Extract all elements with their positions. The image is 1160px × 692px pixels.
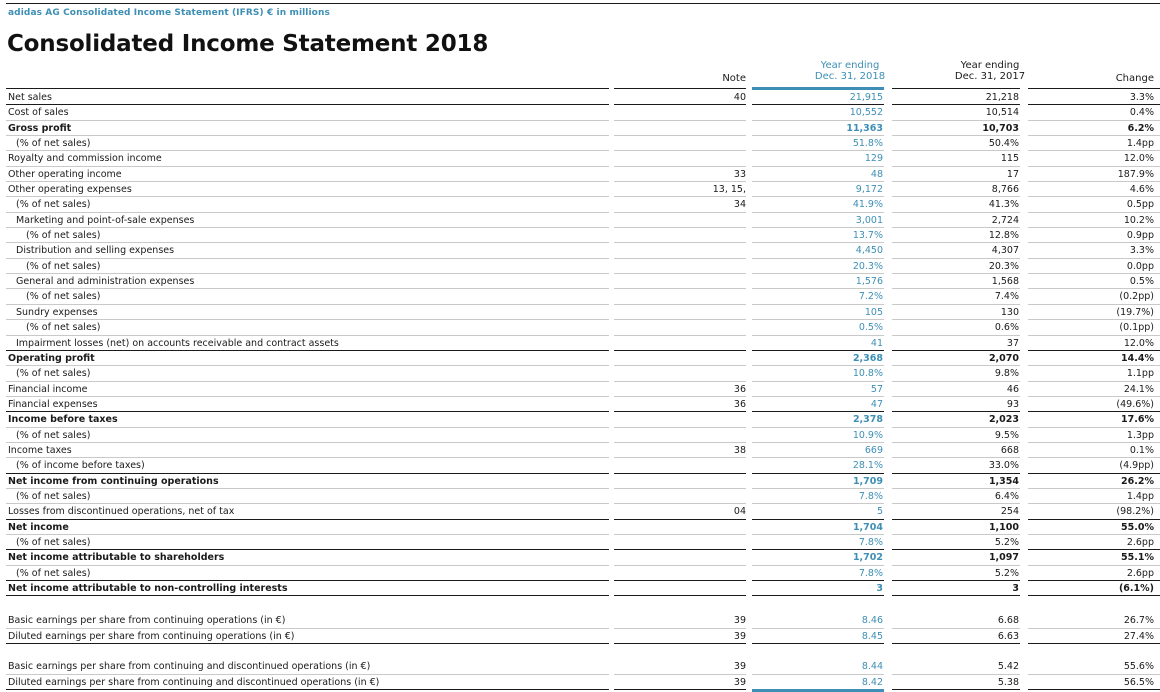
value-2017: 10,514 xyxy=(985,107,1019,119)
value-change: 12.0% xyxy=(1123,337,1154,349)
value-2017: 33.0% xyxy=(988,460,1019,472)
value-change: (0.2pp) xyxy=(1119,291,1154,303)
table-row xyxy=(6,504,1160,519)
table-row xyxy=(6,489,1160,504)
header-rule-note xyxy=(614,88,746,89)
value-change: 6.2% xyxy=(1127,122,1154,134)
value-2017: 50.4% xyxy=(988,138,1019,150)
value-2018: 47 xyxy=(870,398,883,410)
table-row xyxy=(6,167,1160,182)
value-2017: 5.2% xyxy=(994,567,1019,579)
table-row xyxy=(6,629,1160,645)
value-change: 187.9% xyxy=(1117,168,1154,180)
value-2017: 17 xyxy=(1006,168,1019,180)
column-header-2018 xyxy=(800,60,900,82)
row-note: 39 xyxy=(733,676,746,688)
value-2018: 11,363 xyxy=(846,122,883,134)
value-change: 0.4% xyxy=(1129,107,1154,119)
row-label: Net income from continuing operations xyxy=(8,475,219,487)
table-row xyxy=(6,136,1160,151)
value-change: 2.6pp xyxy=(1126,567,1154,579)
table-row xyxy=(6,458,1160,473)
table-row xyxy=(6,259,1160,274)
row-label: Net income attributable to shareholders xyxy=(8,552,225,564)
row-label: Gross profit xyxy=(8,122,72,134)
value-2018: 41.9% xyxy=(852,199,883,211)
value-change: 17.6% xyxy=(1121,414,1154,426)
row-label: Marketing and point-of-sale expenses xyxy=(16,214,195,226)
value-2018: 2,368 xyxy=(852,352,883,364)
table-row xyxy=(6,243,1160,258)
row-label: Impairment losses (net) on accounts receivable and contract assets xyxy=(16,337,339,349)
value-2018: 8.45 xyxy=(861,630,883,642)
table-row xyxy=(6,213,1160,228)
value-2017: 8,766 xyxy=(991,184,1019,196)
table-row xyxy=(6,366,1160,381)
row-label: Diluted earnings per share from continuing operations (in €) xyxy=(8,630,295,642)
row-label: Cost of sales xyxy=(8,107,69,119)
row-label: Net income attributable to non-controlling interests xyxy=(8,583,288,594)
value-2018: 8.46 xyxy=(861,615,883,626)
value-2018: 1,704 xyxy=(852,521,883,533)
row-label: Basic earnings per share from continuing operations (in €) xyxy=(8,615,286,626)
row-note: 33 xyxy=(733,168,746,180)
table-row xyxy=(6,550,1160,565)
value-change: (19.7%) xyxy=(1116,306,1154,318)
value-change: 4.6% xyxy=(1129,184,1154,196)
row-label: Financial income xyxy=(8,383,88,395)
value-2018: 51.8% xyxy=(852,138,883,150)
table-row xyxy=(6,351,1160,366)
value-2017: 130 xyxy=(1000,306,1019,318)
value-2018: 57 xyxy=(870,383,883,395)
value-2018: 1,702 xyxy=(852,552,883,564)
row-note: 04 xyxy=(733,506,746,518)
value-2017: 1,097 xyxy=(988,552,1019,564)
value-change: 27.4% xyxy=(1123,630,1154,642)
row-label: (% of net sales) xyxy=(16,536,91,548)
value-2017: 0.6% xyxy=(994,322,1019,334)
value-change: (98.2%) xyxy=(1116,506,1154,518)
row-rule xyxy=(614,595,746,596)
value-change: (6.1%) xyxy=(1118,583,1154,594)
value-change: 12.0% xyxy=(1123,153,1154,165)
value-2017: 10,703 xyxy=(982,122,1019,134)
header-rule-label xyxy=(6,88,609,89)
value-change: 26.2% xyxy=(1121,475,1154,487)
value-2017: 668 xyxy=(1000,444,1019,456)
eps-total-table xyxy=(6,659,1160,690)
row-note: 38 xyxy=(733,444,746,456)
row-label: (% of net sales) xyxy=(16,567,91,579)
value-change: 55.1% xyxy=(1121,552,1154,564)
value-2018: 3 xyxy=(876,583,883,594)
row-label: (% of income before taxes) xyxy=(16,460,145,472)
row-label: (% of net sales) xyxy=(16,429,91,441)
value-2018: 3,001 xyxy=(855,214,883,226)
value-change: 1.3pp xyxy=(1126,429,1154,441)
value-2018: 7.8% xyxy=(858,536,883,548)
value-change: 56.5% xyxy=(1123,676,1154,688)
value-change: 1.4pp xyxy=(1126,138,1154,150)
table-row xyxy=(6,151,1160,166)
value-change: 3.3% xyxy=(1129,92,1154,103)
column-header-2018-line2: Dec. 31, 2018 xyxy=(814,71,886,82)
value-2018: 28.1% xyxy=(852,460,883,472)
column-header-2017 xyxy=(940,60,1040,82)
value-2018: 2,378 xyxy=(852,414,883,426)
header-rule-change xyxy=(1028,88,1160,89)
row-label: (% of net sales) xyxy=(26,260,101,272)
table-row xyxy=(6,659,1160,675)
row-label: (% of net sales) xyxy=(26,322,101,334)
column-header-change: Change xyxy=(1115,73,1154,84)
table-row xyxy=(6,535,1160,550)
column-header-2017-line1: Year ending xyxy=(960,60,1020,71)
row-label: Losses from discontinued operations, net of tax xyxy=(8,506,235,518)
row-label: (% of net sales) xyxy=(16,368,91,380)
value-2017: 2,023 xyxy=(988,414,1019,426)
value-2018: 4,450 xyxy=(855,245,883,257)
top-rule xyxy=(6,3,1160,4)
row-note: 36 xyxy=(733,383,746,395)
row-label: (% of net sales) xyxy=(16,138,91,150)
table-row xyxy=(6,428,1160,443)
value-2017: 254 xyxy=(1000,506,1019,518)
value-2018: 7.8% xyxy=(858,567,883,579)
table-row xyxy=(6,675,1160,691)
row-note: 36 xyxy=(733,398,746,410)
value-2018: 5 xyxy=(876,506,883,518)
value-change: (4.9pp) xyxy=(1119,460,1154,472)
value-change: 26.7% xyxy=(1123,615,1154,626)
table-row xyxy=(6,274,1160,289)
income-statement-table xyxy=(6,90,1160,596)
row-note: 40 xyxy=(733,92,746,103)
table-row xyxy=(6,474,1160,489)
table-row xyxy=(6,397,1160,412)
row-note: 13, 15, 34 xyxy=(712,184,746,211)
table-row xyxy=(6,289,1160,304)
row-label: Diluted earnings per share from continuing and discontinued operations (in €) xyxy=(8,676,380,688)
table-row xyxy=(6,197,1160,212)
table-row xyxy=(6,121,1160,136)
value-2017: 9.8% xyxy=(994,368,1019,380)
value-2017: 7.4% xyxy=(994,291,1019,303)
value-2017: 2,724 xyxy=(991,214,1019,226)
value-2018: 13.7% xyxy=(852,230,883,242)
value-2017: 46 xyxy=(1006,383,1019,395)
value-change: 55.0% xyxy=(1121,521,1154,533)
value-2017: 12.8% xyxy=(988,230,1019,242)
row-label: (% of net sales) xyxy=(16,199,91,211)
value-change: 24.1% xyxy=(1123,383,1154,395)
value-2018: 10.8% xyxy=(852,368,883,380)
value-2018: 10.9% xyxy=(852,429,883,441)
value-2018: 1,576 xyxy=(855,276,883,288)
value-change: 14.4% xyxy=(1121,352,1154,364)
row-label: (% of net sales) xyxy=(26,230,101,242)
row-label: Financial expenses xyxy=(8,398,98,410)
value-change: 0.5% xyxy=(1129,276,1154,288)
value-2017: 6.68 xyxy=(997,615,1019,626)
row-note: 39 xyxy=(733,661,746,672)
row-label: Net income xyxy=(8,521,69,533)
value-2018: 48 xyxy=(870,168,883,180)
value-2018: 41 xyxy=(870,337,883,349)
row-note: 39 xyxy=(733,615,746,626)
value-change: (0.1pp) xyxy=(1119,322,1154,334)
value-2018: 669 xyxy=(864,444,883,456)
value-change: 2.6pp xyxy=(1126,536,1154,548)
row-label: Other operating expenses xyxy=(8,184,132,196)
header-rule-2017 xyxy=(892,88,1020,89)
value-2018: 129 xyxy=(864,153,883,165)
table-row xyxy=(6,581,1160,596)
row-label: Basic earnings per share from continuing and discontinued operations (in €) xyxy=(8,661,371,672)
value-change: 0.5pp xyxy=(1126,199,1154,211)
value-2017: 5.42 xyxy=(997,661,1019,672)
table-row xyxy=(6,228,1160,243)
table-row xyxy=(6,613,1160,629)
value-2017: 93 xyxy=(1006,398,1019,410)
value-2017: 6.63 xyxy=(997,630,1019,642)
value-2018: 20.3% xyxy=(852,260,883,272)
value-2017: 41.3% xyxy=(988,199,1019,211)
value-2017: 20.3% xyxy=(988,260,1019,272)
column-header-2018-line1: Year ending xyxy=(820,60,880,71)
value-2017: 6.4% xyxy=(994,490,1019,502)
table-row xyxy=(6,566,1160,581)
column-header-2017-line2: Dec. 31, 2017 xyxy=(954,71,1026,82)
value-2017: 115 xyxy=(1000,153,1019,165)
value-2018: 7.8% xyxy=(858,490,883,502)
value-change: 1.4pp xyxy=(1126,490,1154,502)
page-title: Consolidated Income Statement 2018 xyxy=(7,31,489,57)
value-2017: 37 xyxy=(1006,337,1019,349)
table-row xyxy=(6,90,1160,105)
value-2018: 10,552 xyxy=(849,107,883,119)
value-2018: 8.44 xyxy=(861,661,883,672)
table-row xyxy=(6,382,1160,397)
row-label: Operating profit xyxy=(8,352,95,364)
row-label: Income before taxes xyxy=(8,414,118,426)
table-row xyxy=(6,305,1160,320)
value-change: 55.6% xyxy=(1123,661,1154,672)
value-2018: 105 xyxy=(864,306,883,318)
value-2017: 4,307 xyxy=(991,245,1019,257)
value-2017: 1,354 xyxy=(988,475,1019,487)
value-2018: 0.5% xyxy=(858,322,883,334)
value-2018: 1,709 xyxy=(852,475,883,487)
value-2018: 9,172 xyxy=(855,184,883,196)
row-label: Net sales xyxy=(8,92,52,103)
table-row xyxy=(6,105,1160,120)
value-change: 0.0pp xyxy=(1126,260,1154,272)
table-row xyxy=(6,443,1160,458)
row-label: (% of net sales) xyxy=(26,291,101,303)
row-note: 39 xyxy=(733,630,746,642)
value-2017: 2,070 xyxy=(988,352,1019,364)
statement-caption: adidas AG Consolidated Income Statement (IFRS) € in millions xyxy=(8,8,330,18)
eps-continuing-table xyxy=(6,613,1160,644)
row-label: Income taxes xyxy=(8,444,72,456)
value-change: 0.9pp xyxy=(1126,230,1154,242)
value-change: 0.1% xyxy=(1129,444,1154,456)
table-row xyxy=(6,520,1160,535)
value-2017: 1,100 xyxy=(988,521,1019,533)
value-change: 1.1pp xyxy=(1126,368,1154,380)
value-2018: 21,915 xyxy=(849,92,883,103)
row-label: Distribution and selling expenses xyxy=(16,245,175,257)
value-2017: 3 xyxy=(1012,583,1019,594)
row-label: General and administration expenses xyxy=(16,276,195,288)
column-header-note: Note xyxy=(722,73,746,84)
value-2017: 21,218 xyxy=(985,92,1019,103)
value-2017: 9.5% xyxy=(994,429,1019,441)
value-2018: 7.2% xyxy=(858,291,883,303)
row-label: Other operating income xyxy=(8,168,122,180)
row-label: (% of net sales) xyxy=(16,490,91,502)
row-label: Sundry expenses xyxy=(16,306,98,318)
value-2017: 5.2% xyxy=(994,536,1019,548)
value-2017: 5.38 xyxy=(997,676,1019,688)
value-2018: 8.42 xyxy=(861,676,883,688)
value-2017: 1,568 xyxy=(991,276,1019,288)
value-change: 3.3% xyxy=(1129,245,1154,257)
table-row xyxy=(6,320,1160,335)
value-change: (49.6%) xyxy=(1116,398,1154,410)
row-label: Royalty and commission income xyxy=(8,153,162,165)
value-change: 10.2% xyxy=(1123,214,1154,226)
table-row xyxy=(6,336,1160,351)
table-row xyxy=(6,412,1160,427)
